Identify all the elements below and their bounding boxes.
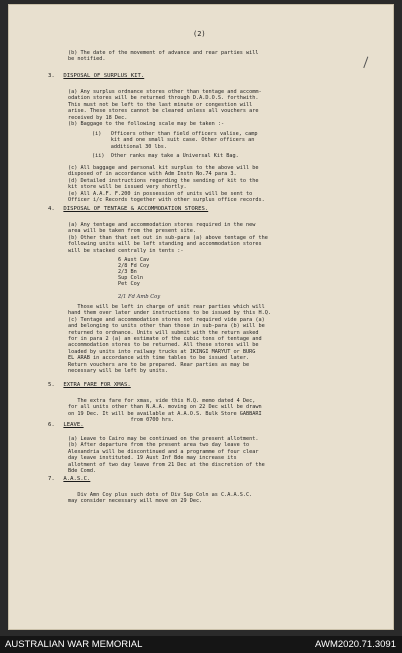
section-4-para-a-b: (a) Any tentage and accommodation stores required in the new area will be taken from the present site. (b) Other than that set out in sub-para (a) above tentage of the following units will be left standing and accommodation stores will be stacked centrally in tents :- xyxy=(68,222,268,254)
section-title: DISPOSAL OF TENTAGE & ACCOMMODATION STORES. xyxy=(63,206,209,212)
footer-bar xyxy=(0,636,402,653)
section-3-item-ii: (ii) Other ranks may take a Universal Kit Bag. xyxy=(92,153,239,159)
section-7-heading xyxy=(48,476,90,482)
section-7-body: Div Amn Coy plus such dots of Div Sup Coln as C.A.A.S.C. may consider necessary will move on 29 Dec. xyxy=(68,492,253,505)
section-4-rest: Those will be left in charge of unit rear parties which will hand them over later under instructions to be issued by this H.Q. (c) Tentage and accommodation stores not required vide para (a) and belonging to units other than those in sub-para (b) will be returned to ordnance. Units will submit with the return asked for in para 2 (a) an estimate of the cubic tons of tentage and accommodation stores to be returned. All these stores will be loaded by units into railway trucks at IKINGI MARYUT or BURG EL ARAB in accordance with time tables to be issued later. Return vouchers are to be prepared. Rear parties as may be necessary will be left by units. xyxy=(68,304,272,375)
section-3-heading xyxy=(48,73,144,79)
footer-reference: AWM2020.71.3091 xyxy=(315,639,396,650)
page-number: (2) xyxy=(193,30,206,38)
section-3-para-b: (b) Baggage to the following scale may be taken :- xyxy=(68,121,225,127)
section-number: 7. xyxy=(48,476,55,482)
list-item: 6 Aust Cav xyxy=(118,257,150,263)
section-6-body: (a) Leave to Cairo may be continued on the present allotment. (b) After departure from the present area two day leave to Alexandria will be discontinued and a programme of four clear day leave instituted. 19 Aust Inf Bde may increase its allotment of two day leave from 21 Dec at the discretion of the Bde Comd. xyxy=(68,436,265,475)
handwritten-annotation: 2/1 Fd Amb Coy xyxy=(118,294,161,300)
section-number: 6. xyxy=(48,422,55,428)
section-4-heading xyxy=(48,206,208,212)
section-title: EXTRA FARE FOR XMAS. xyxy=(63,382,131,388)
section-number: 3. xyxy=(48,73,55,79)
section-5-body: The extra fare for xmas, vide this H.Q. memo dated 4 Dec, for all units other than N.A.A. moving on 22 Dec will be drawn on 19 Dec. It will be available at A.A.O.S. Bulk Store GABBARI from 0700 hrs. xyxy=(68,398,262,424)
section-title: A.A.S.C. xyxy=(63,476,91,482)
intro-paragraph: (b) The date of the movement of advance and rear parties will be notified. xyxy=(68,50,259,63)
section-title: LEAVE. xyxy=(63,422,84,428)
section-3-item-i: (i) Officers other than field officers valise, camp kit and one small suit case. Other officers an additional 30 lbs. xyxy=(92,131,258,150)
document-page xyxy=(8,4,394,630)
list-item: Pet Coy xyxy=(118,281,140,287)
list-item: 2/3 Bn xyxy=(118,269,137,275)
section-number: 4. xyxy=(48,206,55,212)
section-title: DISPOSAL OF SURPLUS KIT. xyxy=(63,73,145,79)
list-item: Sup Coln xyxy=(118,275,143,281)
section-number: 5. xyxy=(48,382,55,388)
list-item: 2/8 Fd Coy xyxy=(118,263,150,269)
section-3-para-a: (a) Any surplus ordnance stores other than tentage and accomm- odation stores will be returned through D.A.D.O.S. forthwith. This must not be left to the last minute or congestion will arise. These stores cannot be cleared unless all vouchers are received by 18 Dec. xyxy=(68,89,262,121)
section-5-heading xyxy=(48,382,131,388)
footer-source: AUSTRALIAN WAR MEMORIAL xyxy=(5,639,143,650)
section-6-heading xyxy=(48,422,84,428)
unit-list xyxy=(118,257,149,287)
section-3-para-c-e: (c) All baggage and personal kit surplus to the above will be disposed of in accordance with Adm Instn No.74 para 3. (d) Detailed instructions regarding the sending of kit to the kit store will be issued very shortly. (e) All A.A.F. F.200 in possession of units will be sent to Officer i/c Records together with other surplus office records. xyxy=(68,165,265,204)
